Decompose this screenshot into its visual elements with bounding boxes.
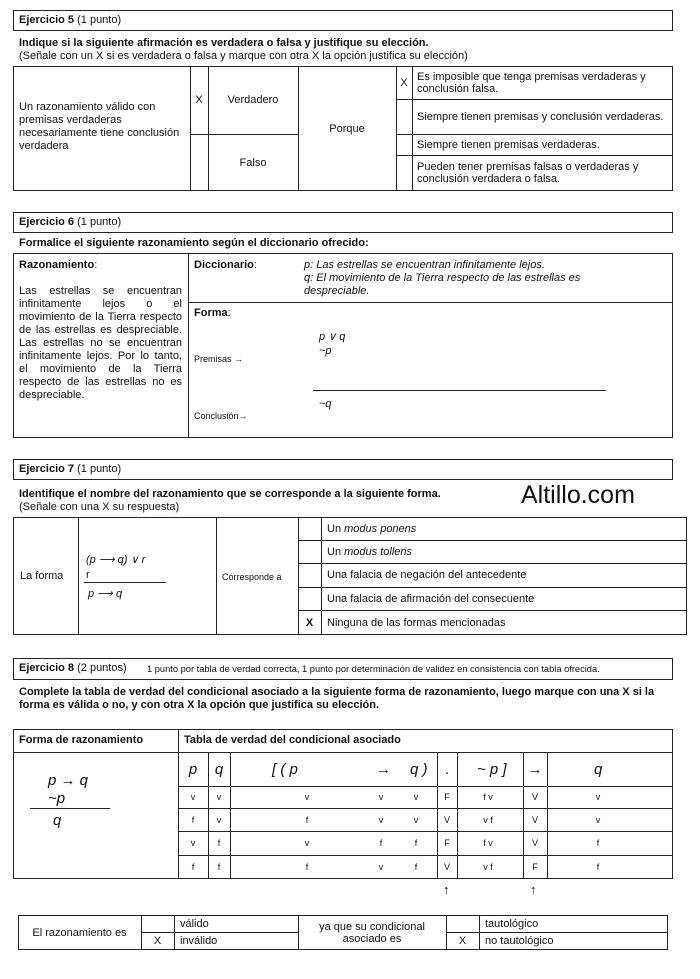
ej7-opt2-text [327,540,412,563]
ej8-tauto-mark[interactable] [446,915,479,932]
tt-cell[interactable]: V [531,814,538,825]
ej7-opt5-mark[interactable]: X [305,616,314,629]
ej7-corresponde: Corresponde a [222,572,282,582]
ej6-forma-label: Forma [194,307,228,319]
tt-cell[interactable]: v [304,792,310,802]
ej5-sub: (Señale con un X si es verdadera o falsa y marque con otra X la opción justifica su elección) [19,50,468,62]
ej5-porque: Porque [329,122,365,135]
tt-cell[interactable]: f [414,862,418,872]
ej7-opt1-pre: Un [327,522,342,535]
tt-cell[interactable]: F [444,792,450,802]
tt-head-arrow1: → [376,761,391,778]
tt-cell[interactable]: f v [483,838,493,848]
tt-cell: v [595,814,601,825]
ej8-instruction: Complete la tabla de verdad del condicional asociado a la siguiente forma de razonamiento, luego marque con una X si la forma es válida o no, y con otra X la opción que justifica su elección. [19,686,655,711]
ej8-form3: q [53,812,62,829]
ej6-instruction: Formalice el siguiente razonamiento según el diccionario ofrecido: [19,237,369,249]
ej7-opt1-text [327,517,416,540]
ej5-opt2-mark[interactable] [396,99,412,134]
ej8-valido-mark[interactable] [141,915,174,932]
ej6-razon-head [19,259,97,272]
tt-cell: f [596,862,600,872]
tt-cell: v [216,792,222,802]
ej7-sub: (Señale con una X su respuesta) [19,501,180,513]
ej6-forma-head [194,307,231,320]
tt-head-notp: ~ p ] [477,761,507,778]
tt-head-p: p [188,760,198,778]
ej6-title: Ejercicio 6 [19,216,75,228]
tt-cell[interactable]: v [378,814,384,825]
tt-head-q-close: q ) [410,761,428,778]
ej5-true-mark[interactable]: X [195,94,203,106]
tt-cell[interactable]: F [532,862,538,872]
ej8-title: Ejercicio 8 [19,662,75,674]
ej5-opt4-text: Pueden tener premisas falsas o verdaderas y conclusión verdadera o falsa. [417,161,639,185]
ej8-title-line [19,662,127,675]
tt-head-and: . [444,760,450,778]
ej8-no-tauto: no tautológico [485,935,554,947]
tt-cell[interactable]: f [305,814,309,825]
ej8-points: (2 puntos) [77,662,127,674]
tt-cell: f [596,838,600,848]
ej6-dicc-label: Diccionario [194,259,254,271]
ej6-title-line [19,216,121,229]
tt-head-q: q [214,760,224,778]
ej6-forma-colon: : [227,307,231,319]
ej7-f3: p ⟶ q [88,588,123,600]
ej7-title: Ejercicio 7 [19,463,75,475]
ej5-opt2-text: Siempre tienen premisas y conclusión verdaderas. [417,110,664,123]
ej5-statement: Un razonamiento válido con premisas verdaderas necesariamente tiene conclusión verdadera [19,101,180,152]
ej6-premisas: Premisas → [194,354,244,364]
ej7-opt2-em: modus tollens [344,545,412,558]
tt-cell: f [191,814,195,825]
tt-cell[interactable]: F [444,838,450,848]
ej7-points: (1 punto) [77,463,122,475]
ej7-opt5-text: Ninguna de las formas mencionadas [327,616,506,629]
ej8-col2-head: Tabla de verdad del condicional asociado [184,734,401,746]
tt-cell[interactable]: f v [483,792,493,802]
tt-head-arrow2: → [527,760,543,778]
tt-cell: v [190,792,196,802]
ej8-arrow-up-icon: ↑ [530,882,537,897]
ej7-opt4-mark[interactable] [298,587,321,610]
ej7-opt1-mark[interactable] [298,517,321,540]
ej5-true-label: Verdadero [227,94,279,106]
ej7-instruction: Identifique el nombre del razonamiento que se corresponde a la siguiente forma. [19,488,441,500]
tt-cell[interactable]: v [378,792,384,802]
altillo-watermark: Altillo.com [521,481,635,509]
ej5-points: (1 punto) [77,14,122,26]
ej5-false-label: Falso [239,156,267,169]
tt-cell: f [217,862,221,872]
ej6-razon-text: Las estrellas se encuentran infinitamente lejos o el movimiento de la Tierra respecto de las estrellas es despreciable. Las estrellas no se encuentran infinitamente lejos. Por lo tanto, el movimiento de la Tierra respecto de las estrellas no es despreciable. [19,285,182,401]
ej8-note: 1 punto por tabla de verdad correcta, 1 punto por determinación de validez en consistencia con tabla ofrecida. [147,664,600,674]
ej7-opt3-text: Una falacia de negación del antecedente [327,569,527,581]
ej7-opt3-mark[interactable] [298,563,321,587]
tt-cell[interactable]: V [531,838,538,848]
ej8-invalido-mark[interactable]: X [153,935,162,947]
ej5-instruction: Indique si la siguiente afirmación es verdadera o falsa y justifique su elección. [19,37,429,49]
ej6-points: (1 punto) [77,216,122,228]
ej8-inference-line [30,808,110,809]
ej8-ya-que: ya que su condicional asociado es [319,920,425,945]
ej8-arrow-up-icon: ↑ [443,882,450,897]
ej6-dicc-q: q: El movimiento de la Tierra respecto de las estrellas es despreciable. [304,272,581,297]
ej6-razon-label: Razonamiento [19,259,95,271]
ej7-title-line [19,463,121,476]
tt-cell[interactable]: v [413,814,419,825]
tt-cell: v [190,838,196,848]
ej6-concl[interactable]: ~q [319,398,332,410]
tt-cell[interactable]: f [379,838,383,848]
ej7-opt2-pre: Un [327,545,342,558]
ej8-tauto: tautológico [485,917,539,930]
ej6-razon-colon: : [94,259,98,271]
ej7-inference-line [84,582,166,583]
ej8-invalido: inválido [180,935,218,947]
ej7-f2: r [86,569,90,581]
tt-cell[interactable]: f [305,862,309,872]
tt-cell: v [595,792,601,802]
ej6-prem1[interactable]: p ∨ q [319,331,346,343]
tt-cell[interactable]: v f [483,862,493,872]
ej8-form1: p → q [48,772,89,789]
ej5-opt3-text: Siempre tienen premisas verdaderas. [417,138,600,151]
ej7-opt2-mark[interactable] [298,540,321,563]
tt-cell[interactable]: V [443,862,450,872]
tt-cell[interactable]: v f [483,814,493,825]
ej5-opt1-text: Es imposible que tenga premisas verdaderas y conclusión falsa. [417,70,646,95]
ej8-no-tauto-mark[interactable]: X [458,935,467,947]
ej7-opt1-em: modus ponens [344,522,417,535]
tt-cell[interactable]: v [304,838,310,848]
ej5-false-mark[interactable] [190,134,208,191]
ej8-form2: ~p [48,790,66,807]
tt-head-open: [ ( p [272,761,298,778]
ej6-prem2[interactable]: ~p [319,345,332,357]
tt-cell[interactable]: f [414,838,418,848]
ej6-conclusion: Conclusión→ [194,411,248,421]
tt-head-q-final: q [594,761,603,778]
tt-cell[interactable]: v [413,792,419,802]
tt-cell: v [216,814,222,825]
ej5-opt4-mark[interactable] [396,155,412,191]
ej8-razon-es: El razonamiento es [32,926,127,939]
ej6-dicc-colon: : [253,259,257,271]
ej6-dicc-head [194,259,257,272]
ej8-valido: válido [180,917,209,930]
ej7-opt4-text: Una falacia de afirmación del consecuente [327,592,535,605]
tt-cell: f [191,862,195,872]
ej6-inference-line [313,390,606,391]
ej5-title: Ejercicio 5 [19,14,75,26]
ej7-la-forma: La forma [20,570,64,582]
ej8-col1-head: Forma de razonamiento [19,734,144,746]
tt-cell: f [217,838,221,848]
ej5-title-line [19,14,121,27]
ej6-dicc-p: p: Las estrellas se encuentran infinitamente lejos. [304,259,545,271]
ej5-opt1-mark[interactable]: X [400,76,408,89]
tt-cell[interactable]: v [378,862,384,872]
tt-cell[interactable]: V [531,792,538,802]
ej5-opt3-mark[interactable] [396,134,412,155]
ej7-f1: (p ⟶ q) ∨ r [86,554,146,566]
tt-cell[interactable]: V [443,814,450,825]
